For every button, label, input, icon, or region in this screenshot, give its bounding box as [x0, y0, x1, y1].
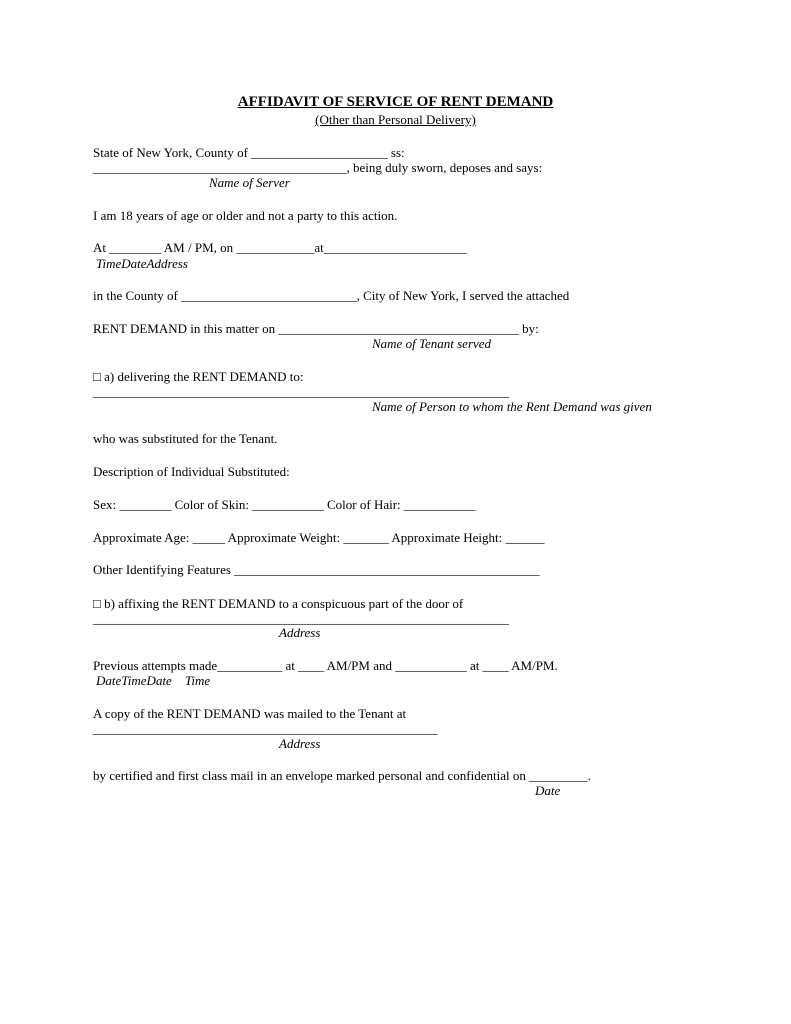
- previous-attempts-line: Previous attempts made__________ at ____ AM/PM and ___________ at ____ AM/PM.: [93, 658, 558, 673]
- time-date-address-caption: TimeDateAddress: [96, 256, 188, 271]
- certified-mail-line: by certified and first class mail in an envelope marked personal and confidential on _________.: [93, 768, 591, 783]
- person-caption: Name of Person to whom the Rent Demand was given: [372, 399, 652, 414]
- server-caption: Name of Server: [209, 175, 290, 190]
- mailed-blank: _____________________________________________________: [93, 721, 438, 736]
- document-subtitle: (Other than Personal Delivery): [315, 112, 476, 127]
- state-county-line: State of New York, County of _____________________ ss:: [93, 145, 405, 160]
- address-caption-mail: Address: [279, 736, 321, 751]
- county-line: in the County of ___________________________, City of New York, I served the attached: [93, 288, 570, 303]
- tenant-caption: Name of Tenant served: [372, 336, 492, 351]
- substituted-line: who was substituted for the Tenant.: [93, 431, 278, 446]
- option-a-line: □ a) delivering the RENT DEMAND to:: [93, 369, 304, 384]
- description-heading: Description of Individual Substituted:: [93, 464, 290, 479]
- age-statement: I am 18 years of age or older and not a party to this action.: [93, 208, 398, 223]
- option-b-line: □ b) affixing the RENT DEMAND to a conspicuous part of the door of: [93, 596, 464, 611]
- address-caption-door: Address: [279, 625, 321, 640]
- server-line: _______________________________________, being duly sworn, deposes and says:: [93, 160, 543, 175]
- time-date-address-line: At ________ AM / PM, on ____________at______________________: [93, 240, 467, 255]
- date-caption: Date: [535, 783, 561, 798]
- mailed-line: A copy of the RENT DEMAND was mailed to the Tenant at: [93, 706, 407, 721]
- option-a-blank: ________________________________________________________________: [93, 384, 509, 399]
- rent-demand-line: RENT DEMAND in this matter on _____________________________________ by:: [93, 321, 539, 336]
- sex-skin-hair-line: Sex: ________ Color of Skin: ___________ Color of Hair: ___________: [93, 497, 476, 512]
- option-b-blank: ________________________________________________________________: [93, 611, 509, 626]
- features-line: Other Identifying Features _______________________________________________: [93, 562, 540, 577]
- attempts-caption: DateTimeDate Time: [96, 673, 211, 688]
- document-title: AFFIDAVIT OF SERVICE OF RENT DEMAND: [237, 94, 554, 110]
- age-weight-height-line: Approximate Age: _____ Approximate Weight: _______ Approximate Height: ______: [93, 530, 545, 545]
